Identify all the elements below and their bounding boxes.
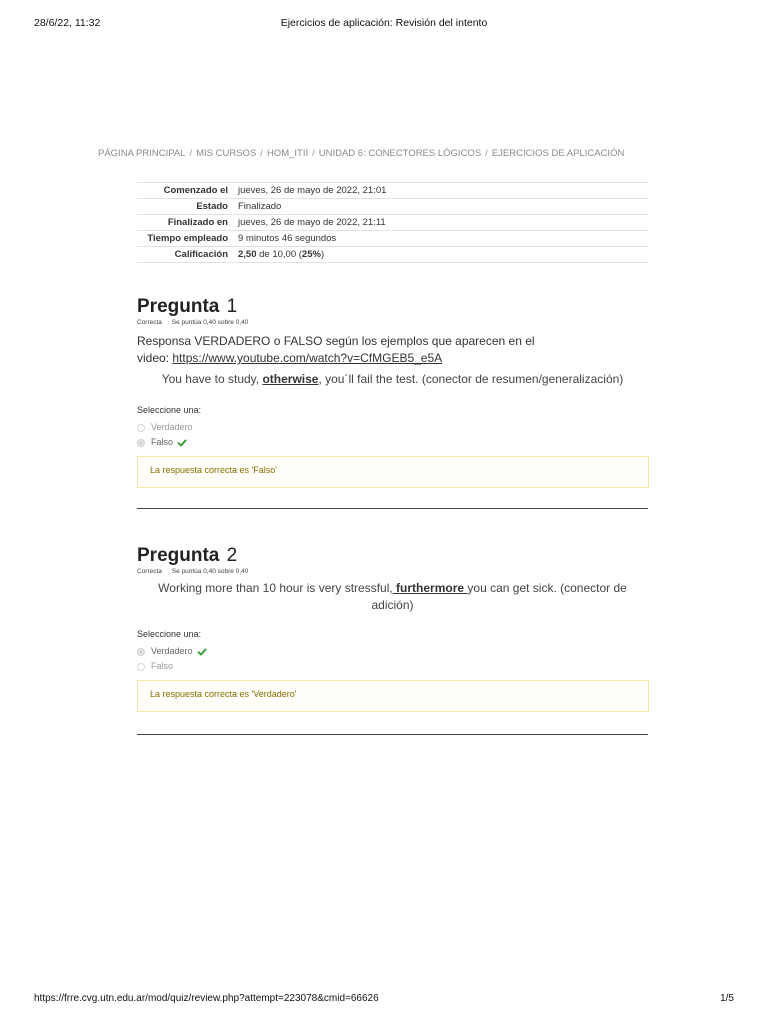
grade-rest: de 10,00 (: [256, 249, 302, 260]
option-falso[interactable]: [137, 435, 648, 450]
question-heading: [137, 296, 648, 318]
option-label: Falso: [151, 437, 174, 447]
summary-row-finished: [137, 215, 648, 231]
breadcrumb-unit[interactable]: UNIDAD 6: CONECTORES LÓGICOS: [318, 148, 482, 159]
state-label: Estado: [196, 201, 228, 212]
time-label: Tiempo empleado: [147, 233, 228, 244]
answer-options: [137, 644, 648, 674]
print-title: Ejercicios de aplicación: Revisión del intento: [280, 17, 488, 29]
answer-options: [137, 420, 648, 450]
question-statement: [137, 371, 648, 388]
question-divider: [137, 734, 648, 735]
summary-row-time: [137, 231, 648, 247]
question-info: [137, 568, 648, 577]
option-label: Verdadero: [151, 646, 193, 656]
breadcrumb-separator: /: [485, 148, 488, 159]
correct-answer-feedback: La respuesta correcta es 'Verdadero': [137, 680, 649, 712]
question-info: [137, 319, 648, 328]
summary-row-state: [137, 199, 648, 215]
breadcrumb-quiz[interactable]: EJERCICIOS DE APLICACIÓN: [491, 148, 625, 159]
question-number: 2: [226, 545, 238, 566]
grade-score: 2,50: [238, 249, 257, 260]
statement-after: , you´ll fail the test. (conector de resumen/generalización): [318, 372, 624, 386]
option-verdadero[interactable]: [137, 420, 648, 435]
question-instruction: [137, 333, 547, 367]
breadcrumb-home[interactable]: PÁGINA PRINCIPAL: [98, 148, 186, 159]
answer-prompt: Seleccione una:: [137, 629, 202, 639]
radio-button[interactable]: [137, 663, 145, 671]
radio-button[interactable]: [137, 648, 145, 656]
correct-answer-feedback: La respuesta correcta es 'Falso': [137, 456, 649, 488]
print-header: [34, 17, 734, 31]
breadcrumb-separator: /: [260, 148, 263, 159]
video-link[interactable]: https://www.youtube.com/watch?v=CfMGEB5_e5A: [172, 351, 443, 365]
time-value: 9 minutos 46 segundos: [238, 233, 337, 244]
print-date: 28/6/22, 11:32: [34, 17, 101, 29]
option-falso[interactable]: [137, 659, 648, 674]
started-label: Comenzado el: [163, 185, 228, 196]
option-label: Falso: [151, 661, 174, 671]
breadcrumb-my-courses[interactable]: MIS CURSOS: [196, 148, 257, 159]
statement-before: You have to study,: [161, 372, 263, 386]
option-verdadero[interactable]: [137, 644, 648, 659]
statement-after: you can get sick. (conector de adición): [371, 581, 627, 612]
state-value: Finalizado: [238, 201, 282, 212]
grade-label: Calificación: [174, 249, 228, 260]
statement-key-connector: otherwise: [262, 372, 319, 386]
radio-button[interactable]: [137, 424, 145, 432]
correct-check-icon: [177, 438, 187, 448]
question-1: [137, 296, 648, 488]
statement-before: Working more than 10 hour is very stressful,: [158, 581, 393, 595]
breadcrumb: [98, 148, 658, 159]
answer-prompt: Seleccione una:: [137, 405, 202, 415]
breadcrumb-course[interactable]: HOM_ITII: [266, 148, 309, 159]
print-footer: [34, 993, 734, 1007]
question-statement: [137, 580, 648, 614]
finished-value: jueves, 26 de mayo de 2022, 21:11: [238, 217, 386, 228]
print-url: https://frre.cvg.utn.edu.ar/mod/quiz/review.php?attempt=223078&cmid=66626: [34, 993, 379, 1004]
question-status: Correcta: [137, 568, 162, 575]
grade-value: [233, 247, 648, 263]
question-divider: [137, 508, 648, 509]
question-grade: Se puntúa 0,40 sobre 0,40: [171, 568, 249, 575]
question-status: Correcta: [137, 319, 162, 326]
page-number: 1/5: [720, 993, 734, 1004]
statement-key-connector: furthermore: [392, 581, 468, 595]
question-2: [137, 545, 648, 712]
radio-button[interactable]: [137, 439, 145, 447]
option-label: Verdadero: [151, 422, 193, 432]
breadcrumb-separator: /: [312, 148, 315, 159]
summary-row-started: [137, 183, 648, 199]
question-word: Pregunta: [137, 545, 220, 566]
started-value: jueves, 26 de mayo de 2022, 21:01: [238, 185, 387, 196]
correct-check-icon: [197, 647, 207, 657]
summary-row-grade: [137, 247, 648, 263]
breadcrumb-separator: /: [189, 148, 193, 159]
question-number: 1: [226, 296, 238, 317]
question-grade: Se puntúa 0,40 sobre 0,40: [171, 319, 249, 326]
question-word: Pregunta: [137, 296, 220, 317]
grade-close: ): [320, 249, 325, 260]
grade-percent: 25%: [301, 249, 321, 260]
question-heading: [137, 545, 648, 567]
finished-label: Finalizado en: [167, 217, 228, 228]
attempt-summary-table: [137, 182, 648, 263]
instruction-text: Responsa VERDADERO o FALSO según los ejemplos que aparecen en el video:: [137, 334, 535, 365]
